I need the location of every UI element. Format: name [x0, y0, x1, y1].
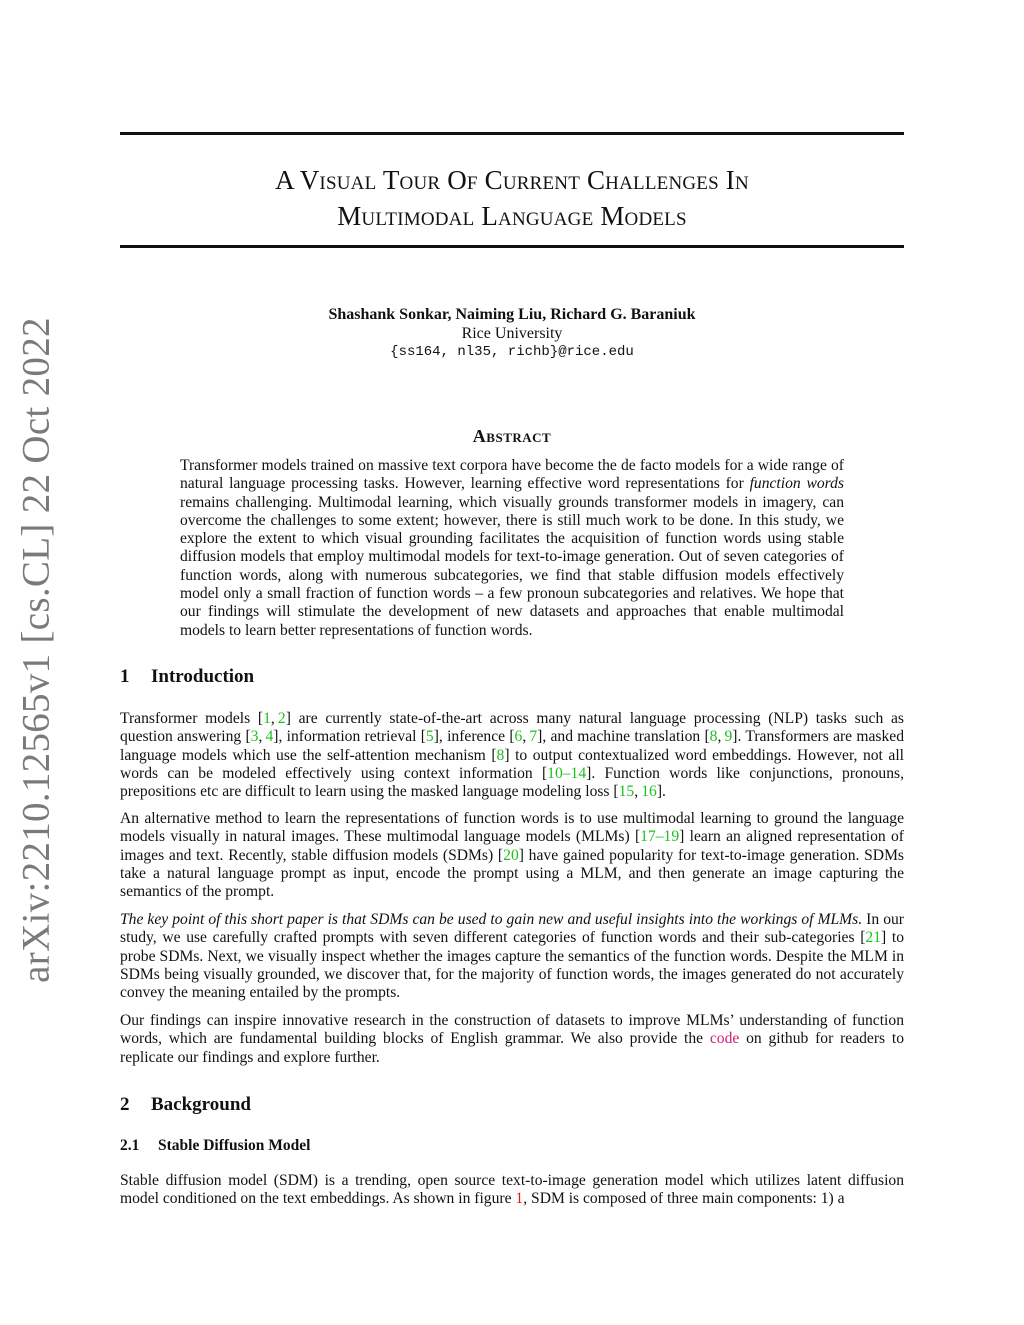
citation-link[interactable]: 7: [529, 728, 538, 746]
paper-title: [120, 162, 904, 234]
code-link[interactable]: code: [709, 1030, 740, 1048]
author-block: [120, 305, 904, 362]
citation-link[interactable]: 4: [265, 728, 274, 746]
section-number: 2: [120, 1094, 130, 1115]
abstract-emphasis: function words: [749, 475, 845, 493]
figure-reference-link[interactable]: 1: [515, 1190, 524, 1208]
citation-link[interactable]: 8: [496, 746, 505, 764]
intro-paragraph-3: The key point of this short paper is that SDMs can be used to gain new and useful insights into the workings of MLMs. In our study, we use carefully crafted prompts with seven different categories of function words and their sub-categories [21] to probe SDMs. Next, we visually inspect whether the images capture the semantics of the function words. Despite the MLM in SDMs being visually grounded, we discover that, for the majority of function words, the images generated do not accurately convey the meaning entailed by the prompts.: [120, 911, 904, 1002]
citation-link[interactable]: 9: [724, 728, 733, 746]
arxiv-identifier: arXiv:2210.12565v1 [cs.CL] 22 Oct 2022: [14, 317, 58, 983]
intro-paragraph-4: Our findings can inspire innovative research in the construction of datasets to improve MLMs’ understanding of function words, which are fundamental building blocks of English grammar. We also provide the code on github for readers to replicate our findings and explore further.: [120, 1012, 905, 1066]
citation-link[interactable]: 20: [503, 846, 519, 864]
author-names: Shashank Sonkar, Naiming Liu, Richard G. Baraniuk: [328, 306, 696, 323]
citation-link[interactable]: 1: [263, 710, 271, 727]
author-email: {ss164, nl35, richb}@rice.edu: [390, 344, 634, 360]
abstract-text: Transformer models trained on massive text corpora have become the de facto models for a wide range of natural language processing tasks. However, learning effective word representations for function words remains challenging. Multimodal learning, which visually grounds transformer models in imagery, can overcome the challenges to some extent; however, there is still much work to be done. In this study, we explore the extent to which visual grounding facilitates the acquisition of function words using stable diffusion models that employ multimodal models for text-to-image generation. Out of seven categories of function words, along with numerous subcategories, we find that stable diffusion models effectively model only a small fraction of function words – a few pronoun subcategories and relatives. We hope that our findings will stimulate the development of new datasets and approaches that enable multimodal models to learn better representations of function words.: [180, 457, 845, 639]
intro-paragraph-2: An alternative method to learn the representations of function words is to use multimodal learning to ground the language models visually in natural images. These multimodal language models (MLMs) [17–19] learn an aligned representation of images and text. Recently, stable diffusion models (SDMs) [20] have gained popularity for text-to-image generation. SDMs take a natural language prompt as input, encode the prompt using a MLM, and then generate an image capturing the semantics of the prompt.: [120, 810, 905, 901]
citation-link[interactable]: 10–14: [547, 764, 587, 782]
section-title: Introduction: [151, 666, 255, 687]
title-line-2: Multimodal Language Models: [337, 201, 687, 231]
background-paragraph-1: Stable diffusion model (SDM) is a trending, open source text-to-image generation model which utilizes latent diffusion model conditioned on the text embeddings. As shown in figure 1, SDM is composed of three main components: 1) a: [120, 1172, 904, 1208]
citation-link[interactable]: 6: [514, 728, 523, 746]
citation-link[interactable]: 16: [641, 783, 657, 801]
subsection-title: Stable Diffusion Model: [158, 1137, 311, 1154]
abstract-heading: Abstract: [472, 426, 552, 446]
section-number: 1: [120, 666, 130, 687]
citation-link[interactable]: 21: [865, 929, 881, 947]
section-heading-background: [120, 1094, 251, 1116]
intro-paragraph-1: Transformer models [1, 2] are currently state-of-the-art across many natural language processing (NLP) tasks such as question answering [3, 4], information retrieval [5], inference [6, 7], and machine translation [8, 9]. Transformers are masked language models which use the self-attention mechanism [8] to output contextualized word embeddings. However, not all words can be modeled effectively using context information [10–14]. Function words like conjunctions, pronouns, prepositions etc are difficult to learn using the masked language modeling loss [15, 16].: [120, 710, 905, 801]
subsection-number: 2.1: [120, 1137, 140, 1154]
citation-link[interactable]: 5: [425, 728, 434, 746]
title-bottom-rule: [120, 245, 904, 248]
key-point-emphasis: The key point of this short paper is that SDMs can be used to gain new and useful insights into the workings of MLMs.: [120, 911, 863, 928]
title-top-rule: [120, 132, 904, 135]
subsection-heading-stable-diffusion: [120, 1137, 310, 1155]
citation-link[interactable]: 8: [709, 728, 718, 746]
author-affiliation: Rice University: [461, 325, 563, 342]
citation-link[interactable]: 15: [618, 783, 635, 801]
citation-link[interactable]: 2: [277, 710, 286, 727]
title-line-1: A Visual Tour Of Current Challenges In: [275, 165, 749, 195]
citation-link[interactable]: 17–19: [640, 828, 680, 846]
citation-link[interactable]: 3: [250, 728, 259, 746]
section-title: Background: [151, 1094, 251, 1115]
section-heading-introduction: [120, 666, 254, 688]
